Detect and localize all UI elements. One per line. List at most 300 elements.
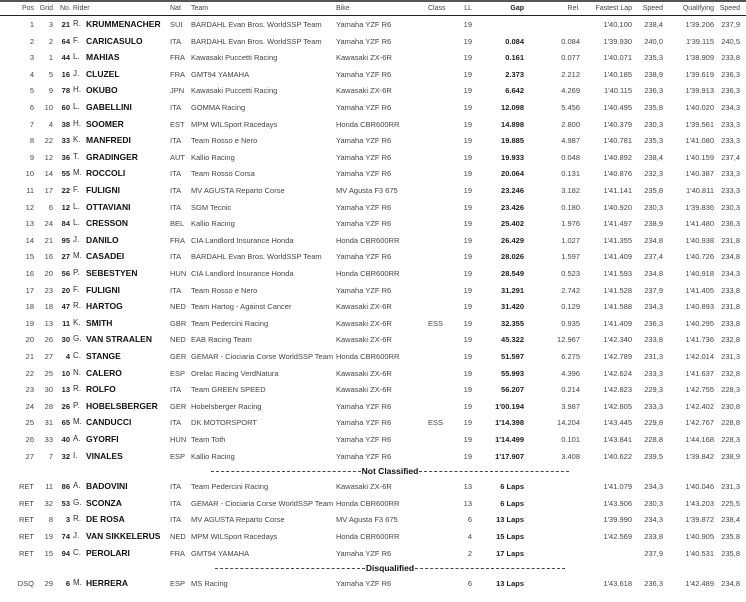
grid: 7 <box>48 451 53 461</box>
fastest-lap: 1'41.079 <box>603 482 632 492</box>
gap: 6.642 <box>505 86 524 96</box>
laps-led: 19 <box>463 252 472 262</box>
qualifying-speed: 228,8 <box>721 418 740 428</box>
rider-name: CLUZEL <box>86 68 120 79</box>
bike: Yamaha YZF R6 <box>336 418 392 428</box>
table-row <box>0 545 746 562</box>
speed: 230,3 <box>644 202 663 212</box>
qualifying-speed: 225,5 <box>721 498 740 508</box>
nationality: ITA <box>170 285 182 295</box>
rider-name: FULIGNI <box>86 185 120 195</box>
rider-initial: M. <box>73 417 82 427</box>
grid: 12 <box>44 152 53 162</box>
gap: 31.420 <box>501 302 524 312</box>
rider-number: 20 <box>61 285 70 295</box>
nationality: GER <box>170 401 187 411</box>
nationality: BEL <box>170 219 185 229</box>
pos: 4 <box>29 69 34 79</box>
speed: 234,8 <box>644 269 663 278</box>
speed: 237,4 <box>644 252 663 262</box>
relative-gap: 5.456 <box>561 103 580 112</box>
fastest-lap: 1'40.622 <box>603 451 632 461</box>
grid: 15 <box>44 548 53 558</box>
nationality: ITA <box>170 186 182 195</box>
pos: 26 <box>25 435 34 444</box>
divider <box>215 568 365 569</box>
rider-initial: G. <box>73 334 82 344</box>
bike: Yamaha YZF R6 <box>336 219 392 229</box>
nationality: ITA <box>170 103 182 112</box>
fastest-lap: 1'40.185 <box>603 69 632 79</box>
grid: 28 <box>44 401 53 411</box>
table-row <box>0 431 746 448</box>
bike: Yamaha YZF R6 <box>336 36 392 46</box>
bike: Yamaha YZF R6 <box>336 451 392 461</box>
qualifying-speed: 230,8 <box>721 401 740 411</box>
team: Team Pedercini Racing <box>191 482 269 492</box>
rider-initial: K. <box>73 135 81 145</box>
rider-initial: A. <box>73 481 81 491</box>
team: CIA Landlord Insurance Honda <box>191 235 294 245</box>
laps-led: 19 <box>463 401 472 411</box>
class: ESS <box>428 318 444 328</box>
bike: Yamaha YZF R6 <box>336 152 392 162</box>
rider-name: CRESSON <box>86 218 129 229</box>
qualifying-speed: 234,3 <box>721 103 740 112</box>
relative-gap: 1.976 <box>561 219 580 229</box>
rider-initial: J. <box>73 531 80 540</box>
fastest-lap: 1'40.100 <box>603 20 632 29</box>
bike: Honda CBR600RR <box>336 532 400 541</box>
rider-initial: L. <box>73 102 80 111</box>
relative-gap: 3.987 <box>561 401 580 411</box>
speed: 235,8 <box>644 186 663 195</box>
bike: Honda CBR600RR <box>336 119 400 129</box>
qualifying-speed: 236,3 <box>721 219 740 229</box>
nationality: GBR <box>170 318 187 328</box>
table-row <box>0 365 746 382</box>
header-no-rider: No. Rider <box>60 5 90 12</box>
bike: Yamaha YZF R6 <box>336 548 392 558</box>
pos: 9 <box>29 152 34 162</box>
rider-initial: H. <box>73 85 81 95</box>
bike: Honda CBR600RR <box>336 498 400 508</box>
speed: 239,5 <box>644 451 663 461</box>
pos: 8 <box>29 136 34 146</box>
laps-led: 19 <box>463 152 472 162</box>
team: MV AGUSTA Reparto Corse <box>191 186 285 195</box>
qualifying-speed: 240,5 <box>721 36 740 46</box>
team: Team GREEN SPEED <box>191 385 266 395</box>
qualifying-speed: 238,4 <box>721 515 740 525</box>
relative-gap: 0.048 <box>561 152 580 162</box>
rider-initial: P. <box>73 400 80 410</box>
qualifying: 1'39.872 <box>685 515 714 525</box>
team: Team Rosso e Nero <box>191 136 258 146</box>
rider-name: CASADEI <box>86 251 125 262</box>
rider-number: 64 <box>61 36 70 46</box>
rider-name: CALERO <box>86 367 122 378</box>
nationality: HUN <box>170 269 187 278</box>
speed: 233,8 <box>644 335 663 345</box>
relative-gap: 4.269 <box>561 86 580 96</box>
laps-led: 19 <box>463 269 472 278</box>
qualifying: 1'42.767 <box>685 418 714 428</box>
nationality: ITA <box>170 252 182 262</box>
speed: 228,8 <box>644 435 663 444</box>
grid: 33 <box>44 435 53 444</box>
bike: Kawasaki ZX-6R <box>336 318 392 328</box>
qualifying-speed: 234,8 <box>721 579 740 589</box>
qualifying: 1'39.842 <box>685 451 714 461</box>
gap: 13 Laps <box>496 579 524 589</box>
team: Kallio Racing <box>191 152 235 162</box>
header-team: Team <box>191 5 209 12</box>
rider-name: CANDUCCI <box>86 417 132 428</box>
nationality: ESP <box>170 368 186 378</box>
grid: 24 <box>44 219 53 229</box>
relative-gap: 0.523 <box>561 269 580 278</box>
pos: 1 <box>29 20 34 29</box>
fastest-lap: 1'40.781 <box>603 136 632 146</box>
rider-initial: M. <box>73 168 82 178</box>
laps-led: 19 <box>463 186 472 195</box>
relative-gap: 0.084 <box>561 36 580 46</box>
rider-number: 21 <box>61 20 70 29</box>
nationality: ITA <box>170 136 182 146</box>
rider-number: 38 <box>61 119 70 129</box>
relative-gap: 2.800 <box>561 119 580 129</box>
relative-gap: 0.101 <box>561 435 580 444</box>
qualifying: 1'40.893 <box>685 302 714 312</box>
grid: 18 <box>44 302 53 312</box>
qualifying: 1'41.480 <box>685 219 714 229</box>
pos: 21 <box>25 352 34 361</box>
gap: 51.597 <box>501 352 524 361</box>
nationality: ITA <box>170 202 182 212</box>
fastest-lap: 1'43.618 <box>603 579 632 589</box>
speed: 233,3 <box>644 368 663 378</box>
table-row <box>0 282 746 299</box>
table-row <box>0 575 746 592</box>
qualifying-speed: 231,8 <box>721 235 740 245</box>
rider-initial: F. <box>73 185 80 194</box>
header-bike: Bike <box>336 5 350 12</box>
speed: 230,3 <box>644 119 663 129</box>
qualifying-speed: 233,3 <box>721 119 740 129</box>
rider-name: MANFREDI <box>86 135 131 146</box>
rider-initial: R. <box>73 301 81 311</box>
team: GEMAR - Ciociaria Corse WorldSSP Team <box>191 352 334 361</box>
nationality: ITA <box>170 385 182 395</box>
pos: 19 <box>25 318 34 328</box>
team: Team Rosso e Nero <box>191 285 258 295</box>
laps-led: 19 <box>463 385 472 395</box>
fastest-lap: 1'40.920 <box>603 202 632 212</box>
gap: 23.246 <box>501 186 524 195</box>
table-row <box>0 414 746 431</box>
table-row <box>0 82 746 99</box>
pos: 18 <box>25 302 34 312</box>
nationality: ESP <box>170 451 186 461</box>
rider-number: 40 <box>61 435 70 444</box>
rider-initial: L. <box>73 218 80 228</box>
pos: 17 <box>25 285 34 295</box>
fastest-lap: 1'40.115 <box>604 86 632 96</box>
grid: 19 <box>44 532 53 541</box>
speed: 233,3 <box>644 401 663 411</box>
rider-number: 13 <box>61 385 70 395</box>
qualifying-speed: 228,3 <box>721 385 740 395</box>
gap: 31.291 <box>501 285 524 295</box>
nationality: EST <box>170 119 185 129</box>
qualifying-speed: 233,3 <box>721 136 740 146</box>
nationality: ITA <box>170 498 182 508</box>
rider-number: 12 <box>61 202 70 212</box>
qualifying: 1'41.080 <box>685 136 714 146</box>
rider-initial: T. <box>73 151 80 161</box>
rider-initial: P. <box>73 268 80 277</box>
nationality: GER <box>170 352 187 361</box>
laps-led: 19 <box>463 136 472 146</box>
qualifying-speed: 237,4 <box>721 152 740 162</box>
laps-led: 13 <box>463 482 472 492</box>
grid: 6 <box>48 202 53 212</box>
fastest-lap: 1'43.906 <box>603 498 632 508</box>
qualifying: 1'39.619 <box>685 69 714 79</box>
pos: RET <box>19 498 34 508</box>
nationality: ITA <box>170 36 182 46</box>
rider-number: 74 <box>61 532 70 541</box>
team: Kallio Racing <box>191 219 235 229</box>
gap: 1'00.194 <box>495 401 524 411</box>
nationality: ESP <box>170 579 186 589</box>
bike: Kawasaki ZX-6R <box>336 86 392 96</box>
grid: 3 <box>48 20 53 29</box>
team: Orelac Racing VerdNatura <box>191 368 279 378</box>
rider-number: 27 <box>61 252 70 262</box>
fastest-lap: 1'40.876 <box>603 169 632 179</box>
divider <box>419 471 569 472</box>
qualifying: 1'41.736 <box>685 335 714 345</box>
rider-name: ROCCOLI <box>86 168 126 179</box>
rider-name: GABELLINI <box>86 102 132 112</box>
rider-number: 53 <box>61 498 70 508</box>
rider-number: 11 <box>62 318 70 328</box>
table-row <box>0 149 746 166</box>
relative-gap: 3.408 <box>561 451 580 461</box>
gap: 55.993 <box>501 368 524 378</box>
rider-number: 86 <box>61 482 70 492</box>
table-row <box>0 315 746 332</box>
bike: Yamaha YZF R6 <box>336 169 392 179</box>
bike: Yamaha YZF R6 <box>336 401 392 411</box>
fastest-lap: 1'42.340 <box>603 335 632 345</box>
speed: 238,9 <box>644 219 663 229</box>
speed: 237,9 <box>644 285 663 295</box>
speed: 236,3 <box>644 318 663 328</box>
bike: Honda CBR600RR <box>336 352 400 361</box>
qualifying-speed: 231,3 <box>721 352 740 361</box>
speed: 234,3 <box>644 515 663 525</box>
relative-gap: 2.212 <box>561 69 580 79</box>
header-speed: Speed <box>642 5 663 12</box>
qualifying: 1'42.489 <box>685 579 714 589</box>
grid: 20 <box>44 269 53 278</box>
laps-led: 19 <box>463 235 472 245</box>
team: Team Rosso Corsa <box>191 169 255 179</box>
speed: 235,3 <box>644 53 663 63</box>
qualifying-speed: 233,8 <box>721 53 740 63</box>
header-nat: Nat <box>170 5 181 12</box>
pos: 3 <box>29 53 34 63</box>
qualifying: 1'43.203 <box>685 498 714 508</box>
team: Team Toth <box>191 435 226 444</box>
fastest-lap: 1'41.497 <box>603 219 632 229</box>
qualifying-speed: 236,3 <box>721 86 740 96</box>
grid: 21 <box>44 235 53 245</box>
qualifying-speed: 233,3 <box>721 169 740 179</box>
table-row <box>0 265 746 282</box>
rider-name: HARTOG <box>86 301 123 312</box>
qualifying: 1'39.206 <box>685 20 714 29</box>
rider-name: OTTAVIANI <box>86 201 131 212</box>
rider-name: OKUBO <box>86 85 118 96</box>
divider <box>415 568 565 569</box>
relative-gap: 0.131 <box>561 169 580 179</box>
qualifying: 1'40.159 <box>685 152 714 162</box>
table-row <box>0 331 746 348</box>
laps-led: 19 <box>463 103 472 112</box>
team: Team Hartog - Against Cancer <box>191 302 292 312</box>
nationality: ITA <box>170 482 182 492</box>
nationality: FRA <box>170 548 185 558</box>
team: EAB Racing Team <box>191 335 252 345</box>
pos: 5 <box>29 86 34 96</box>
team: MPM WILSport Racedays <box>191 119 278 129</box>
pos: 24 <box>25 401 34 411</box>
laps-led: 19 <box>463 435 472 444</box>
team: Kallio Racing <box>191 451 235 461</box>
nationality: NED <box>170 302 186 312</box>
rider-number: 60 <box>61 103 70 112</box>
bike: Yamaha YZF R6 <box>336 136 392 146</box>
table-row <box>0 33 746 50</box>
rider-initial: C. <box>73 547 81 557</box>
bike: Honda CBR600RR <box>336 235 400 245</box>
qualifying-speed: 234,3 <box>721 269 740 278</box>
qualifying: 1'40.020 <box>685 103 714 112</box>
rider-number: 3 <box>65 515 70 525</box>
fastest-lap: 1'42.789 <box>603 352 632 361</box>
table-header <box>0 2 746 16</box>
rider-name: KRUMMENACHER <box>86 19 161 29</box>
grid: 31 <box>44 418 53 428</box>
bike: Kawasaki ZX-6R <box>336 302 392 312</box>
grid: 4 <box>48 119 53 129</box>
qualifying: 1'39.836 <box>685 202 714 212</box>
relative-gap: 0.129 <box>561 302 580 312</box>
qualifying: 1'40.938 <box>685 235 714 245</box>
gap: 26.429 <box>501 235 524 245</box>
rider-name: PEROLARI <box>86 547 130 558</box>
pos: RET <box>19 482 34 492</box>
team: GOMMA Racing <box>191 103 246 112</box>
rider-number: 22 <box>61 186 70 195</box>
table-row <box>0 182 746 199</box>
rider-initial: M. <box>73 251 82 261</box>
rider-name: SCONZA <box>86 497 122 508</box>
laps-led: 19 <box>463 169 472 179</box>
rider-name: DANILO <box>86 234 119 245</box>
table-row <box>0 511 746 528</box>
fastest-lap: 1'41.593 <box>603 269 632 278</box>
rider-initial: C. <box>73 351 81 360</box>
team: MPM WILSport Racedays <box>191 532 278 541</box>
disqualified-separator-label: Disqualified <box>365 563 415 574</box>
table-row <box>0 199 746 216</box>
speed: 230,3 <box>644 498 663 508</box>
gap: 0.084 <box>505 36 524 46</box>
rider-initial: J. <box>73 234 80 244</box>
qualifying-speed: 235,8 <box>721 548 740 558</box>
table-row <box>0 16 746 33</box>
laps-led: 19 <box>463 20 472 29</box>
laps-led: 19 <box>463 418 472 428</box>
speed: 231,3 <box>644 352 663 361</box>
speed: 238,9 <box>644 69 663 79</box>
rider-number: 44 <box>61 53 70 63</box>
relative-gap: 1.597 <box>561 252 580 262</box>
gap: 12.098 <box>501 103 524 112</box>
grid: 13 <box>44 318 53 328</box>
rider-number: 30 <box>61 335 70 345</box>
rider-name: SOOMER <box>86 118 124 129</box>
table-row <box>0 132 746 149</box>
bike: Honda CBR600RR <box>336 269 400 278</box>
table-row <box>0 381 746 398</box>
bike: Yamaha YZF R6 <box>336 202 392 212</box>
laps-led: 6 <box>467 579 472 589</box>
nationality: SUI <box>170 20 183 29</box>
rider-number: 6 <box>65 579 70 589</box>
header-fastest-lap: Fastest Lap <box>595 5 632 12</box>
nationality: ITA <box>170 515 182 525</box>
pos: 2 <box>29 36 34 46</box>
rider-initial: F. <box>73 284 80 294</box>
laps-led: 19 <box>463 53 472 63</box>
pos: 12 <box>25 202 34 212</box>
rider-initial: K. <box>73 317 81 327</box>
rider-number: 16 <box>61 69 70 79</box>
grid: 10 <box>44 103 53 112</box>
qualifying: 1'40.918 <box>685 269 714 278</box>
table-row <box>0 248 746 265</box>
rider-initial: F. <box>73 35 80 45</box>
speed: 238,4 <box>644 20 663 29</box>
laps-led: 19 <box>463 202 472 212</box>
gap: 25.402 <box>501 219 524 229</box>
qualifying-speed: 233,8 <box>721 285 740 295</box>
speed: 236,3 <box>644 579 663 589</box>
fastest-lap: 1'39.990 <box>603 515 632 525</box>
gap: 23.426 <box>501 202 524 212</box>
speed: 234,3 <box>644 302 663 312</box>
relative-gap: 3.182 <box>561 186 580 195</box>
rider-number: 26 <box>61 401 70 411</box>
fastest-lap: 1'40.892 <box>603 152 632 162</box>
rider-number: 4 <box>65 352 70 361</box>
